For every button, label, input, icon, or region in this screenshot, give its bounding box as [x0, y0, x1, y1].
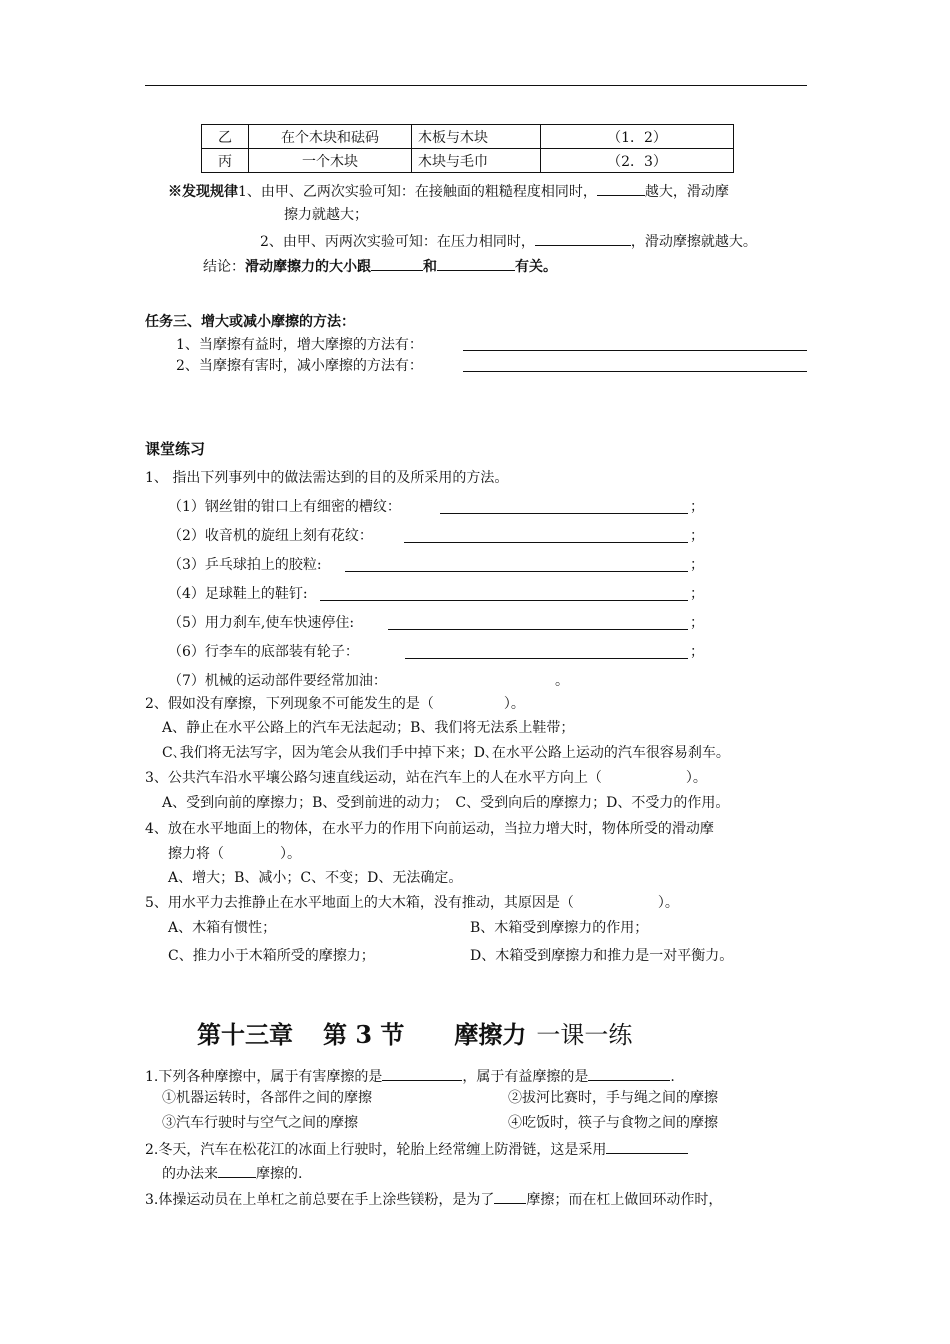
conclusion: [203, 256, 557, 276]
q1-item: （6）行李车的底部装有轮子：: [168, 644, 359, 660]
question-4-cont: 擦力将（ ）。: [168, 846, 301, 862]
conclusion-end: 有关。: [515, 259, 557, 275]
task3-title: 任务三、增大或减小摩擦的方法：: [145, 314, 355, 330]
exercise-2-cont: [162, 1163, 302, 1183]
blank[interactable]: [606, 1139, 688, 1154]
answer-line[interactable]: [463, 371, 807, 372]
q3-options: A、受到向前的摩擦力；B、受到前进的动力； C、受到向后的摩擦力；D、不受力的作用。: [162, 795, 730, 811]
q2-options-2: C､我们将无法写字，因为笔会从我们手中掉下来；D､在水平公路上运动的汽车很容易刹车。: [162, 745, 730, 761]
conclusion-label: 结论：: [203, 259, 245, 275]
answer-line[interactable]: [440, 513, 688, 514]
blank[interactable]: [382, 1066, 462, 1081]
semicolon: ；: [690, 615, 704, 631]
conclusion-and: 和: [423, 259, 437, 275]
exercise-2: [145, 1139, 688, 1159]
blank[interactable]: [371, 256, 423, 271]
blank[interactable]: [597, 181, 645, 196]
blank[interactable]: [535, 231, 631, 246]
question-4: 4、放在水平地面上的物体，在水平力的作用下向前运动，当拉力增大时，物体所受的滑动摩: [145, 821, 714, 837]
semicolon: ；: [690, 586, 704, 602]
rule-2-text-end: ，滑动摩擦就越大。: [630, 234, 757, 250]
semicolon: ；: [690, 499, 704, 515]
table-cell: （1．2）: [541, 125, 734, 149]
blank[interactable]: [437, 256, 515, 271]
q4-options: A、增大；B、减小；C、不变；D、无法确定。: [168, 870, 463, 886]
table-cell: 木板与木块: [412, 125, 541, 149]
table-cell: （2．3）: [541, 149, 734, 173]
answer-line[interactable]: [404, 542, 688, 543]
chapter-topic: 摩擦力: [454, 1020, 527, 1049]
period: 。: [555, 673, 569, 689]
answer-line[interactable]: [345, 571, 688, 572]
table-cell: 乙: [202, 125, 249, 149]
q1-item: （7）机械的运动部件要经常加油：: [168, 673, 387, 689]
chapter-title: [197, 1020, 632, 1050]
table-cell: 丙: [202, 149, 249, 173]
exercise-3-text: 3.体操运动员在上单杠之前总要在手上涂些镁粉，是为了: [145, 1192, 495, 1208]
q1-item: （4）足球鞋上的鞋钉:: [168, 586, 308, 602]
option-1: ①机器运转时，各部件之间的摩擦: [162, 1090, 372, 1106]
exercise-1-text: 1.下列各种摩擦中，属于有害摩擦的是: [145, 1069, 383, 1085]
rule-2-text: 2、由甲、丙两次实验可知：在压力相同时，: [260, 234, 535, 250]
rule-1-cont: 擦力就越大；: [284, 207, 368, 223]
question-5: 5、用水平力去推静止在水平地面上的大木箱，没有推动，其原因是（ ）。: [145, 895, 679, 911]
practice-title: 课堂练习: [145, 440, 206, 458]
section-number: 第 3 节: [323, 1020, 405, 1049]
blank[interactable]: [494, 1189, 526, 1204]
q5-option-c: C、推力小于木箱所受的摩擦力；: [168, 948, 375, 964]
chapter-subtitle: 一课一练: [536, 1021, 633, 1049]
exercise-3-text-end: 摩擦；而在杠上做回环动作时，: [526, 1192, 723, 1208]
answer-line[interactable]: [320, 600, 688, 601]
table-row: [202, 125, 734, 149]
answer-line[interactable]: [405, 658, 688, 659]
chapter-number: 第十三章: [197, 1020, 293, 1049]
q2-options-1: A、静止在水平公路上的汽车无法起动；B、我们将无法系上鞋带；: [162, 720, 575, 736]
exercise-2-text-end: 摩擦的.: [256, 1166, 303, 1182]
option-3: ③汽车行驶时与空气之间的摩擦: [162, 1115, 358, 1131]
exercise-2-text: 2.冬天，汽车在松花江的冰面上行驶时，轮胎上经常缠上防滑链，这是采用: [145, 1142, 607, 1158]
task3-item-1: 1、当摩擦有益时，增大摩擦的方法有：: [176, 337, 423, 353]
question-1: 1、 指出下列事列中的做法需达到的目的及所采用的方法。: [145, 470, 509, 486]
rule-1-text-end: 越大，滑动摩: [644, 184, 729, 200]
q1-item: （3）乒乓球拍上的胶粒:: [168, 557, 322, 573]
q5-option-d: D、木箱受到摩擦力和推力是一对平衡力。: [470, 948, 734, 964]
rule-1-text: 1、由甲、乙两次实验可知：在接触面的粗糙程度相同时，: [238, 184, 597, 200]
table-cell: 木块与毛巾: [412, 149, 541, 173]
question-2: 2、假如没有摩擦，下列现象不可能发生的是（ ）。: [145, 696, 525, 712]
exercise-1-text-end: .: [670, 1069, 675, 1085]
exercise-1: [145, 1066, 675, 1086]
q5-option-a: A、木箱有惯性；: [168, 920, 277, 936]
conclusion-text: 滑动摩擦力的大小跟: [245, 259, 371, 275]
header-rule: [145, 85, 807, 86]
table-row: [202, 149, 734, 173]
exercise-2-text-cont: 的办法来: [162, 1166, 218, 1182]
q5-option-b: B、木箱受到摩擦力的作用；: [470, 920, 649, 936]
blank[interactable]: [218, 1163, 256, 1178]
exercise-3: [145, 1189, 722, 1209]
question-3: 3、公共汽车沿水平壤公路匀速直线运动，站在汽车上的人在水平方向上（ ）。: [145, 770, 707, 786]
table-cell: 一个木块: [249, 149, 412, 173]
rule-1: [168, 181, 729, 201]
experiment-table: [201, 124, 734, 173]
q1-item: （1）钢丝钳的钳口上有细密的槽纹：: [168, 499, 401, 515]
table-cell: 在个木块和砝码: [249, 125, 412, 149]
task3-item-2: 2、当摩擦有害时，减小摩擦的方法有：: [176, 358, 423, 374]
rule-2: [260, 231, 757, 251]
blank[interactable]: [588, 1066, 670, 1081]
q1-item: （2）收音机的旋纽上刻有花纹：: [168, 528, 373, 544]
semicolon: ；: [690, 528, 704, 544]
q1-item: （5）用力刹车,使车快速停住:: [168, 615, 355, 631]
answer-line[interactable]: [463, 350, 807, 351]
semicolon: ；: [690, 644, 704, 660]
rules-label: ※发现规律: [168, 184, 238, 200]
semicolon: ；: [690, 557, 704, 573]
option-2: ②拔河比赛时，手与绳之间的摩擦: [508, 1090, 718, 1106]
option-4: ④吃饭时，筷子与食物之间的摩擦: [508, 1115, 718, 1131]
answer-line[interactable]: [388, 629, 688, 630]
exercise-1-text-mid: ，属于有益摩擦的是: [462, 1069, 589, 1085]
